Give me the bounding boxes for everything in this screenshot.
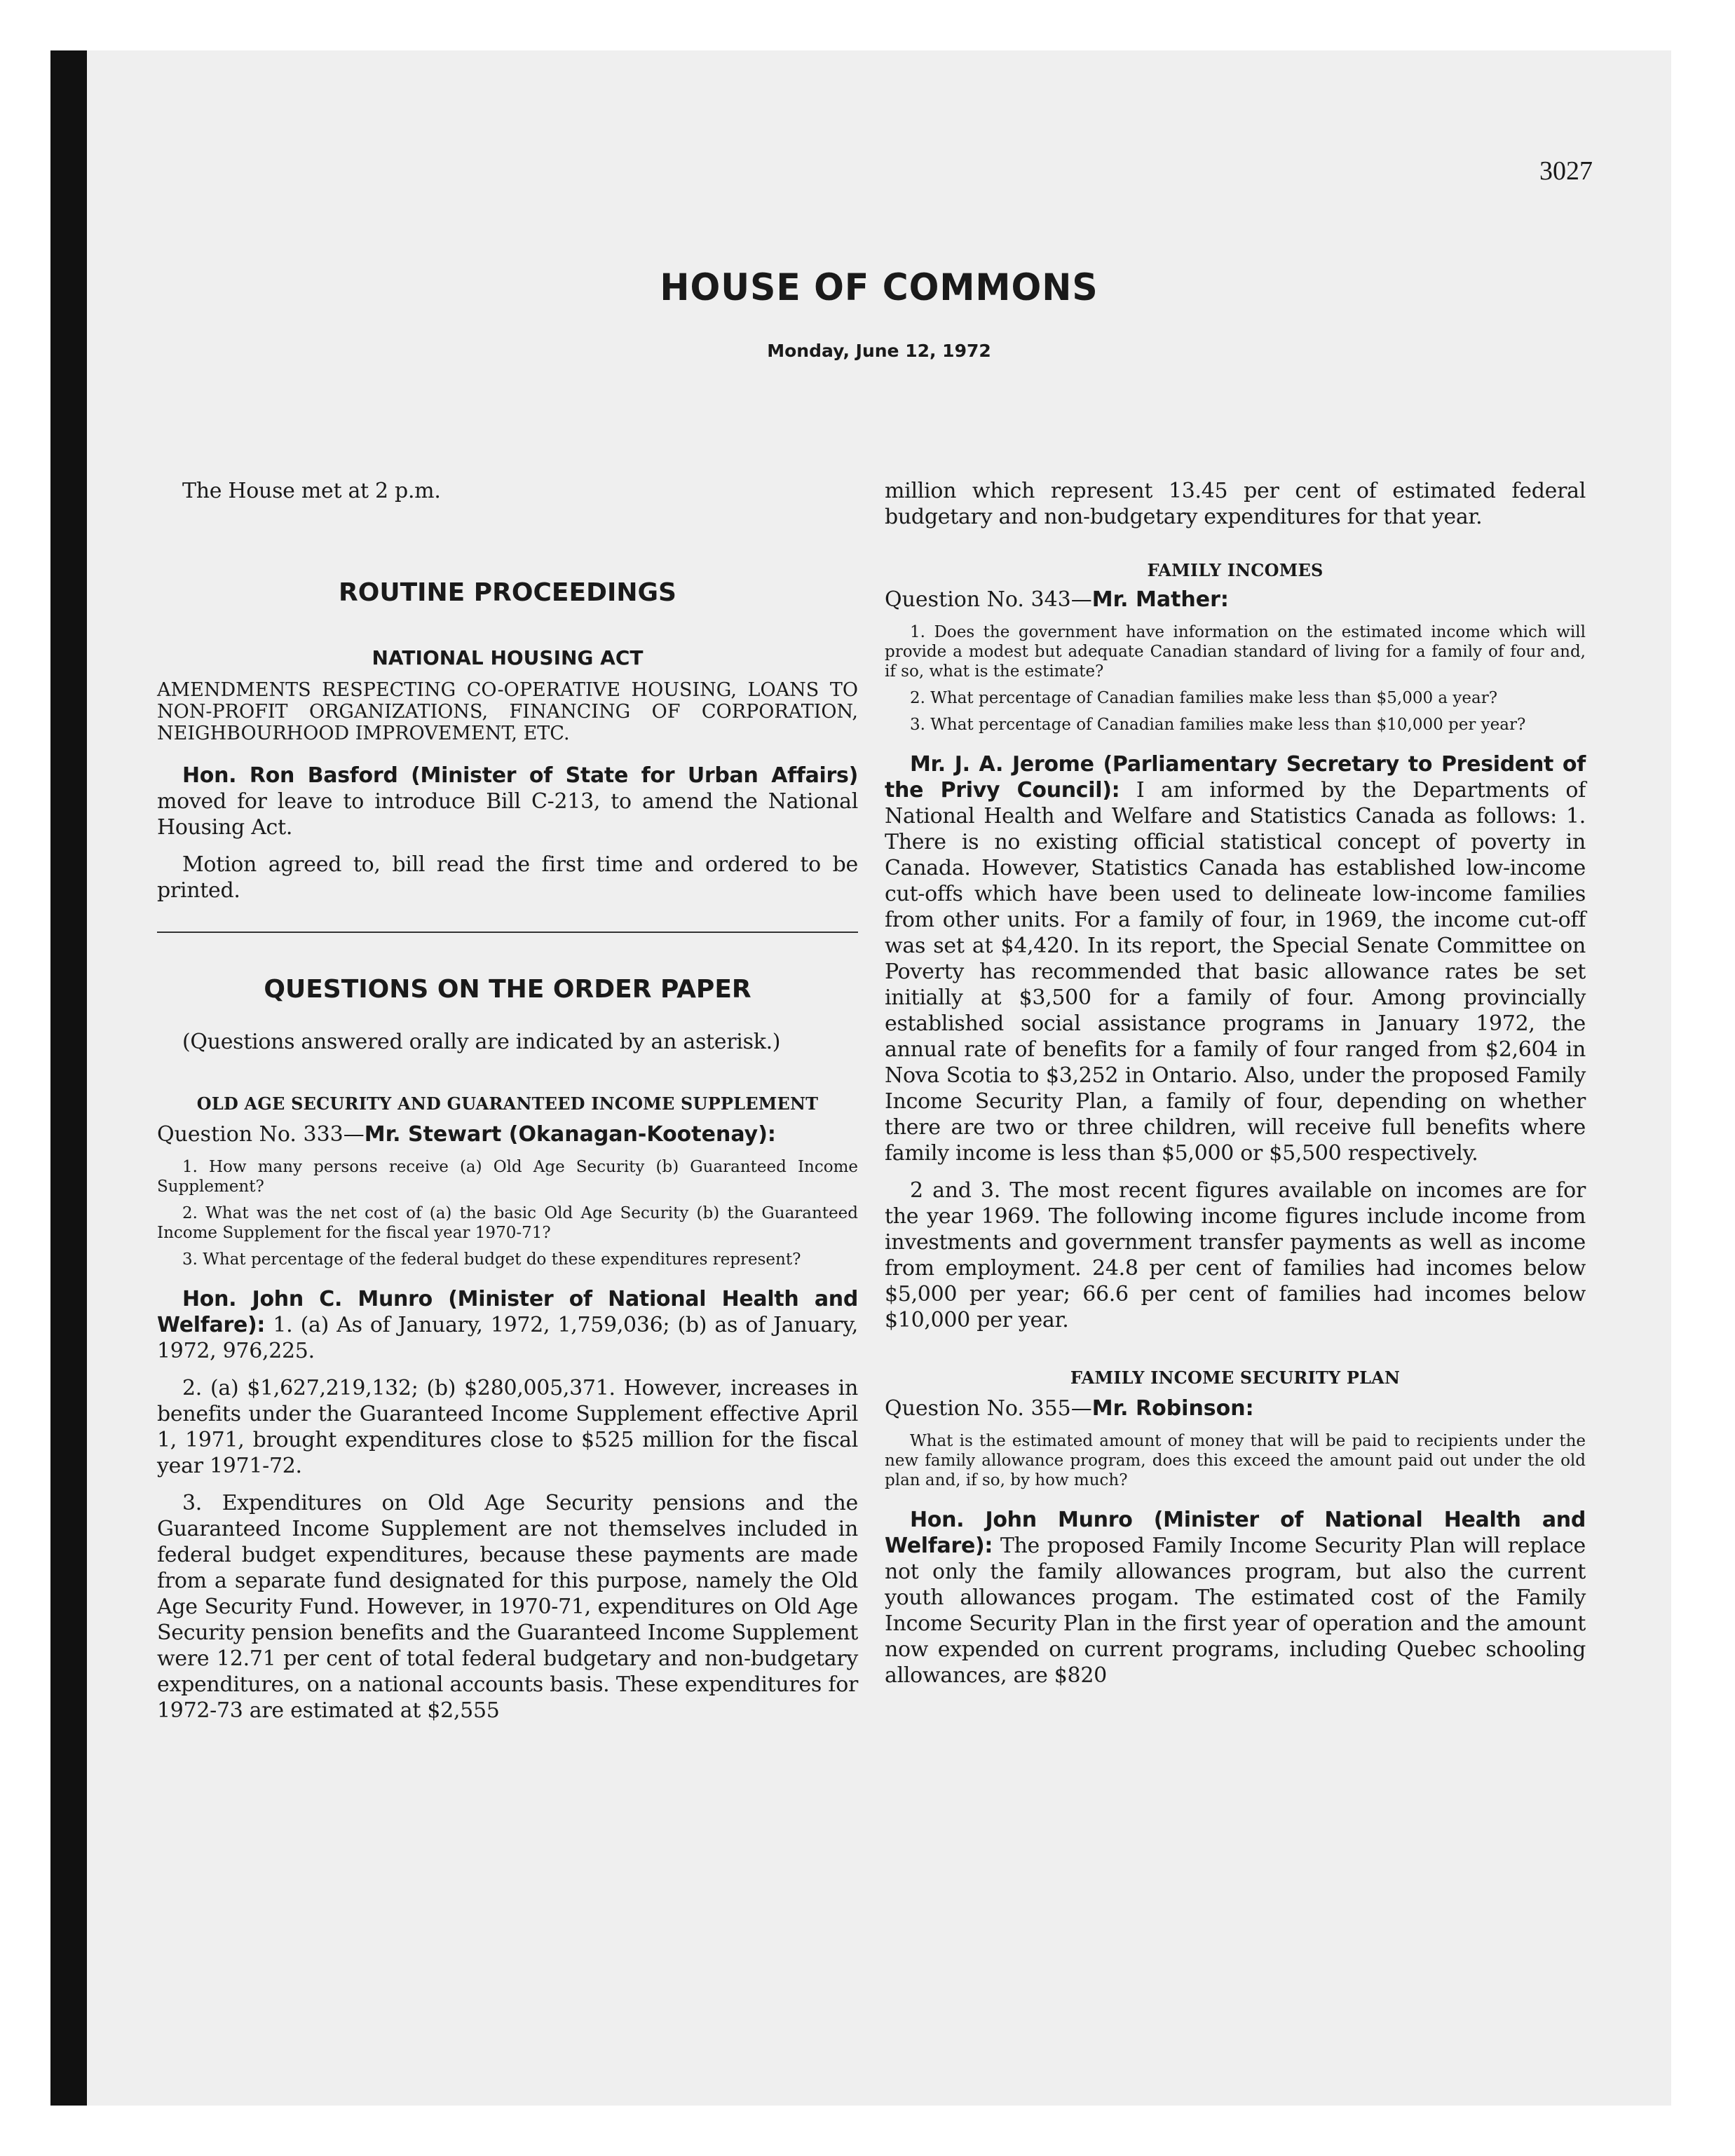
question-333-header (157, 1121, 858, 1147)
question-333-item: 1. How many persons receive (a) Old Age Security (b) Guaranteed Income Supplement? (157, 1158, 858, 1196)
munro-answer-3: 3. Expenditures on Old Age Security pensions and the Guaranteed Income Supplement are not themselves included in federal budget expenditures, because these payments are made from a separate fund designated for this purpose, namely the Old Age Security Fund. However, in 1970-71, expenditures on Old Age Security pension benefits and the Guaranteed Income Supplement were 12.71 per cent of total federal budgetary and non-budgetary expenditures, on a national accounts basis. These expenditures for 1972-73 are estimated at $2,555 (157, 1491, 858, 1723)
munro-answer-fisp (885, 1507, 1586, 1688)
continuation-paragraph: million which represent 13.45 per cent of estimated federal budgetary and non-budgetary expenditures for that year. (885, 479, 1586, 529)
motion-paragraph: Motion agreed to, bill read the first time and ordered to be printed. (157, 852, 858, 903)
munro-fisp-speaker: Hon. John Munro (Minister of National Health and Welfare): (885, 1508, 1586, 1558)
question-343-item: 3. What percentage of Canadian families make less than $10,000 per year? (910, 716, 1526, 734)
question-333-item: 2. What was the net cost of (a) the basic Old Age Security (b) the Guaranteed Income Supplement for the fiscal year 1970-71? (157, 1204, 858, 1242)
question-355-text: What is the estimated amount of money that will be paid to recipients under the new family allowance program, does this exceed the amount paid out under the old plan and, if so, by how much? (885, 1432, 1586, 1489)
basford-speaker: Hon. Ron Basford (Minister of State for Urban Affairs) (182, 763, 858, 788)
question-355-member: Mr. Robinson: (1091, 1396, 1254, 1421)
basford-paragraph (157, 763, 858, 840)
munro-answer-1-text: 1. (a) As of January, 1972, 1,759,036; (b) as of January, 1972, 976,225. (157, 1313, 858, 1363)
question-343-label: Question No. 343— (885, 587, 1092, 612)
left-column (157, 478, 858, 1735)
jerome-speaker: Mr. J. A. Jerome (Parliamentary Secretary to President of the Privy Council): (885, 752, 1586, 803)
question-333-label: Question No. 333— (157, 1122, 365, 1147)
jerome-answer-2: 2 and 3. The most recent figures available on incomes are for the year 1969. The following income figures include income from investments and government transfer payments as well as income from employment. 24.8 per cent of families had incomes below $5,000 per year; 66.6 per cent of families had incomes below $10,000 per year. (885, 1178, 1586, 1332)
family-incomes-heading: FAMILY INCOMES (1147, 560, 1324, 580)
right-column (885, 478, 1586, 1700)
munro-speaker: Hon. John C. Munro (Minister of National Health and Welfare): (157, 1287, 858, 1337)
questions-note: (Questions answered orally are indicated by an asterisk.) (182, 1030, 781, 1054)
page-number: 3027 (1539, 156, 1593, 186)
question-343-member: Mr. Mather: (1091, 587, 1229, 612)
question-343-item: 2. What percentage of Canadian families make less than $5,000 a year? (910, 689, 1498, 707)
question-333-member: Mr. Stewart (Okanagan-Kootenay): (364, 1122, 776, 1147)
sitting-date: Monday, June 12, 1972 (767, 341, 991, 361)
section-divider (157, 932, 858, 933)
question-355-label: Question No. 355— (885, 1396, 1092, 1421)
house-met-text: The House met at 2 p.m. (182, 479, 441, 503)
munro-answer-2: 2. (a) $1,627,219,132; (b) $280,005,371. However, increases in benefits under the Guaranteed Income Supplement effective April 1, 1971, brought expenditures close to $525 million for the fiscal year 1971-72. (157, 1376, 858, 1478)
question-343-header (885, 587, 1586, 613)
page-title: HOUSE OF COMMONS (660, 266, 1098, 309)
basford-text: moved for leave to introduce Bill C-213, to amend the National Housing Act. (157, 789, 858, 840)
question-333-item: 3. What percentage of the federal budget do these expenditures represent? (182, 1250, 801, 1269)
question-355-header (885, 1396, 1586, 1421)
document-page (87, 50, 1671, 2106)
oas-gis-heading: OLD AGE SECURITY AND GUARANTEED INCOME SUPPLEMENT (196, 1093, 819, 1114)
amendments-subheading: AMENDMENTS RESPECTING CO-OPERATIVE HOUSING, LOANS TO NON-PROFIT ORGANIZATIONS, FINANCING OF CORPORATION, NEIGHBOURHOOD IMPROVEMENT, ETC. (157, 679, 858, 744)
jerome-answer-1 (885, 751, 1586, 1166)
jerome-answer-1-text: I am informed by the Departments of National Health and Welfare and Statistics Canada as follows: 1. There is no existing official statistical concept of poverty in Canada. However, Statistics Canada has established low-income cut-offs which have been used to delineate low-income families from other units. For a family of four, in 1969, the income cut-off was set at $4,420. In its report, the Special Senate Committee on Poverty has recommended that basic allowance rates be set initially at $3,500 for a family of four. Among provincially established social assistance programs in January 1972, the annual rate of benefits for a family of four ranged from $2,604 in Nova Scotia to $3,252 in Ontario. Also, under the proposed Family Income Security Plan, a family of four, depending on whether there are two or three children, will receive full benefits where family income is less than $5,000 or $5,500 respectively. (885, 778, 1586, 1166)
question-343-item: 1. Does the government have information on the estimated income which will provide a modest but adequate Canadian standard of living for a family of four and, if so, what is the estimate? (885, 623, 1586, 681)
family-income-security-plan-heading: FAMILY INCOME SECURITY PLAN (1070, 1367, 1401, 1388)
munro-answer-1 (157, 1286, 858, 1364)
binding-edge (50, 50, 87, 2106)
questions-order-paper-heading: QUESTIONS ON THE ORDER PAPER (264, 975, 751, 1004)
national-housing-act-heading: NATIONAL HOUSING ACT (372, 646, 644, 669)
munro-fisp-text: The proposed Family Income Security Plan will replace not only the family allowances program, but also the current youth allowances progam. The estimated cost of the Family Income Security Plan in the first year of operation and the amount now expended on current programs, including Quebec schooling allowances, are $820 (885, 1534, 1586, 1688)
routine-proceedings-heading: ROUTINE PROCEEDINGS (339, 578, 676, 607)
